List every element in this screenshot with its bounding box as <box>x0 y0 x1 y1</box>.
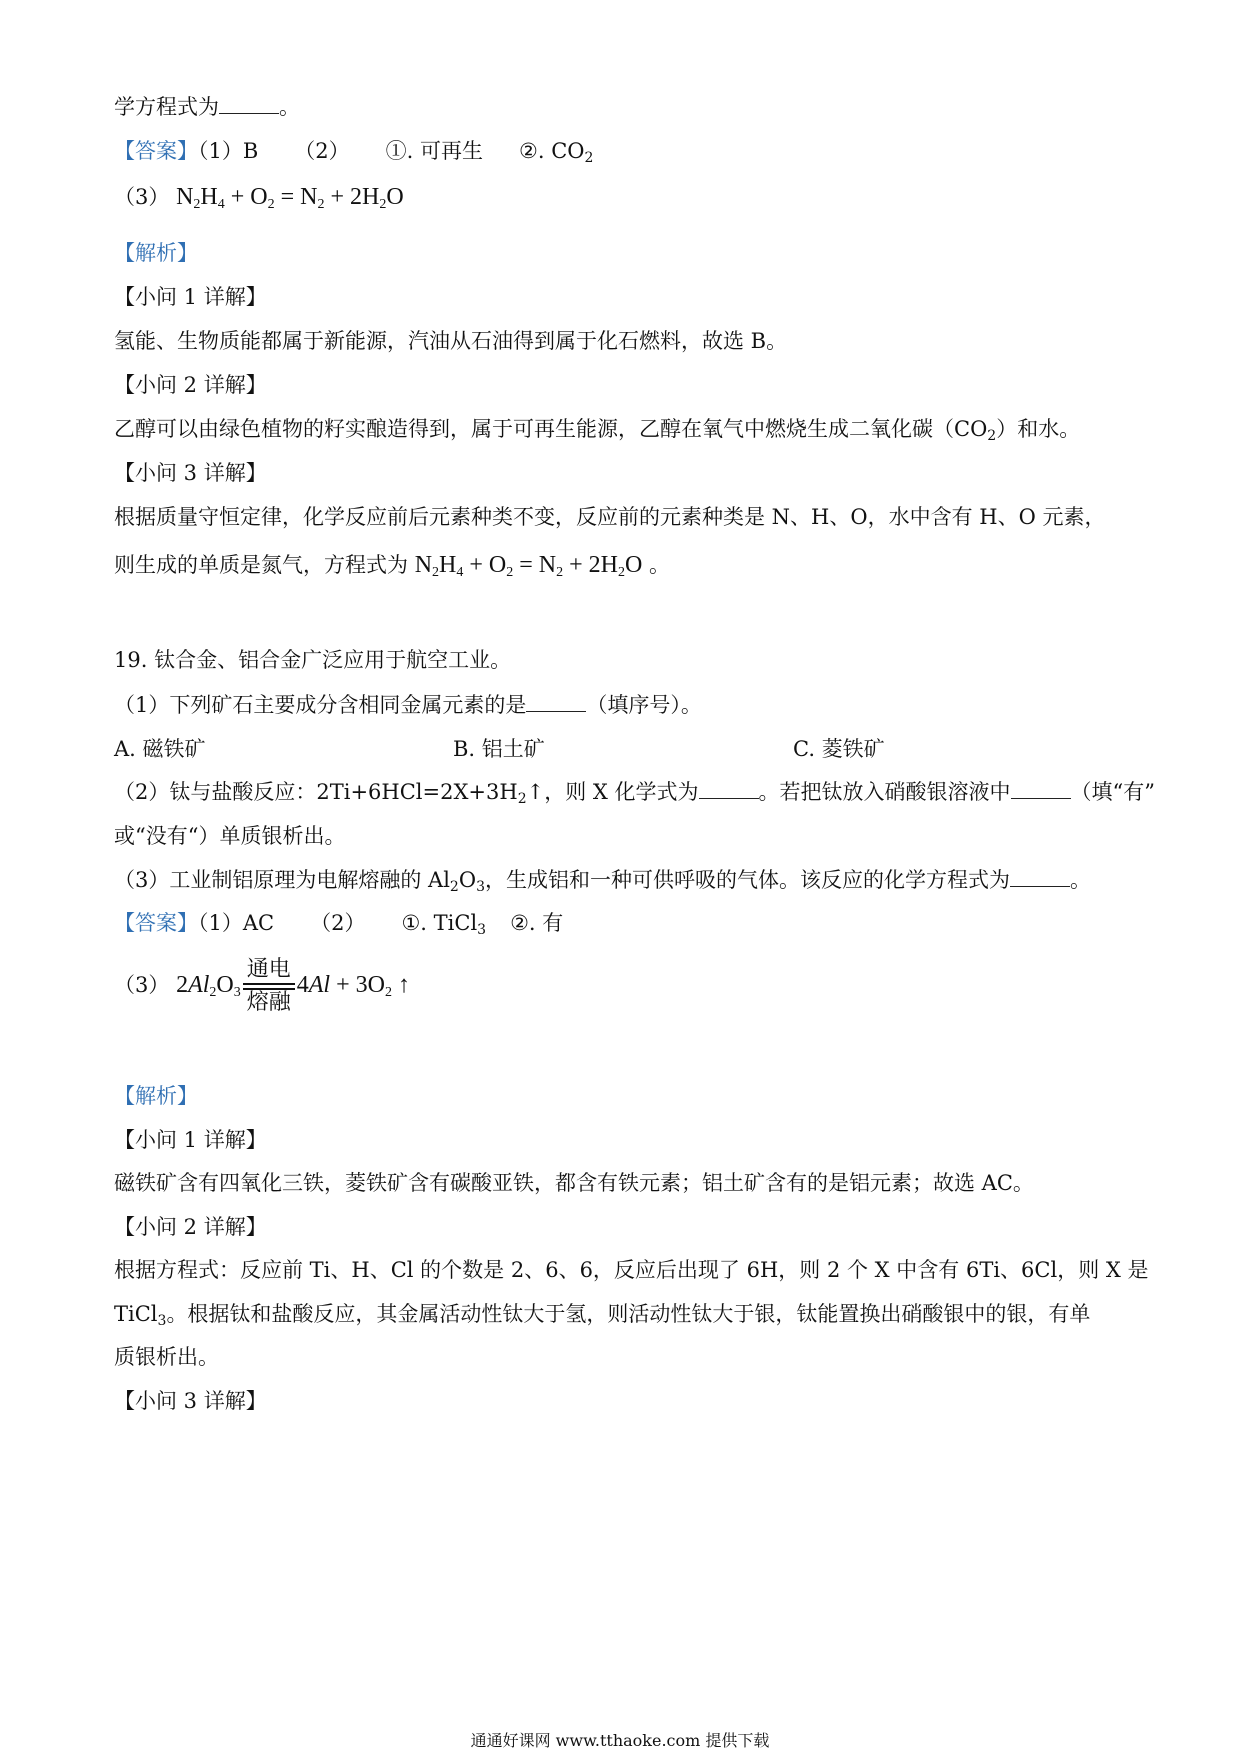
page-footer: 通通好课网 www.tthaoke.com 提供下载 <box>470 1731 770 1750</box>
q19-part2-line2: 或“没有“）单质银析出。 <box>114 824 346 848</box>
q18-sub1-tag: 【小问 1 详解】 <box>114 285 267 309</box>
answer-tag: 【答案】 <box>114 139 198 163</box>
q18-analysis-tag: 【解析】 <box>114 241 198 265</box>
q19-sub2-tag: 【小问 2 详解】 <box>114 1215 267 1239</box>
option-c: C. 菱铁矿 <box>793 737 885 761</box>
q18-sub1-text: 氢能、生物质能都属于新能源，汽油从石油得到属于化石燃料，故选 B。 <box>114 329 788 353</box>
q19-sub3-tag: 【小问 3 详解】 <box>114 1389 267 1413</box>
answer-blank <box>1011 778 1071 799</box>
q18-answer-line: 【答案】（1）B （2） ①. 可再生 ②. $CO_2$ <box>114 139 594 166</box>
q18-sub3-tag: 【小问 3 详解】 <box>114 461 267 485</box>
q18-answer3-line: （3） $N_2H_4 + O_2 = N_2 + 2H_2O$ <box>114 184 404 212</box>
equation-n2h4-inline: $N_2H_4 + O_2 = N_2 + 2H_2O$ <box>414 552 643 580</box>
option-a: A. 磁铁矿 <box>114 737 206 761</box>
q18-sub2-tag: 【小问 2 详解】 <box>114 373 267 397</box>
q18-sub2-text: 乙醇可以由绿色植物的籽实酿造得到，属于可再生能源，乙醇在氧气中燃烧生成二氧化碳$(CO_2)$和水。 <box>114 417 1081 444</box>
q19-part3: （3）工业制铝原理为电解熔融的 $Al_2O_3$，生成铝和一种可供呼吸的气体。该反应的化学方程式为 。 <box>114 868 1091 895</box>
q18-sub3-text1: 根据质量守恒定律，化学反应前后元素种类不变，反应前的元素种类是 N、H、O，水中含有 H、O 元素， <box>114 505 1106 529</box>
q19-sub2-text1: 根据方程式：反应前 Ti、H、Cl 的个数是 2、6、6，反应后出现了 6H，则 2 个 X 中含有 6Ti、6Cl，则 X 是 <box>114 1258 1149 1282</box>
option-b: B. 铝土矿 <box>453 737 545 761</box>
q19-sub2-text3: 质银析出。 <box>114 1345 219 1369</box>
equation-al2o3: $2Al_2O_3$ <box>176 972 241 1000</box>
q19-part2: （2）钛与盐酸反应：$2Ti+6HCl=2X+3H_2↑$，则 X 化学式为 。若把钛放入硝酸银溶液中 （填“有” <box>114 780 1155 807</box>
q19-sub2-text2: TiCl$_3$。根据钛和盐酸反应，其金属活动性钛大于氢，则活动性钛大于银，钛能置换出硝酸银中的银，有单 <box>114 1302 1091 1329</box>
q19-stem: 19. 钛合金、铝合金广泛应用于航空工业。 <box>114 648 512 672</box>
equation-n2h4: $N_2H_4 + O_2 = N_2 + 2H_2O$ <box>176 184 404 212</box>
q18-sub3-text2: 则生成的单质是氮气，方程式为 $N_2H_4 + O_2 = N_2 + 2H_2O$ 。 <box>114 552 671 580</box>
answer-blank <box>1010 866 1070 887</box>
q19-analysis-tag: 【解析】 <box>114 1084 198 1108</box>
reaction-condition: 通电 熔融 <box>243 957 295 1016</box>
q19-sub1-tag: 【小问 1 详解】 <box>114 1128 267 1152</box>
q19-answer3-line: （3） $2Al_2O_3$ 通电 熔融 $4Al + 3O_2$ ↑ <box>114 957 410 1015</box>
q19-answer-line: 【答案】（1）AC （2） ①. TiCl$_3$ ②. 有 <box>114 911 564 938</box>
answer-tag: 【答案】 <box>114 911 198 935</box>
q19-part1: （1）下列矿石主要成分含相同金属元素的是 （填序号）。 <box>114 693 702 717</box>
q19-sub1-text: 磁铁矿含有四氧化三铁，菱铁矿含有碳酸亚铁，都含有铁元素；铝土矿含有的是铝元素；故选 AC。 <box>114 1171 1034 1195</box>
answer-blank <box>526 691 586 712</box>
answer-blank <box>699 778 759 799</box>
answer-blank <box>219 93 279 114</box>
q18-prompt-tail: 学方程式为 。 <box>114 95 300 119</box>
